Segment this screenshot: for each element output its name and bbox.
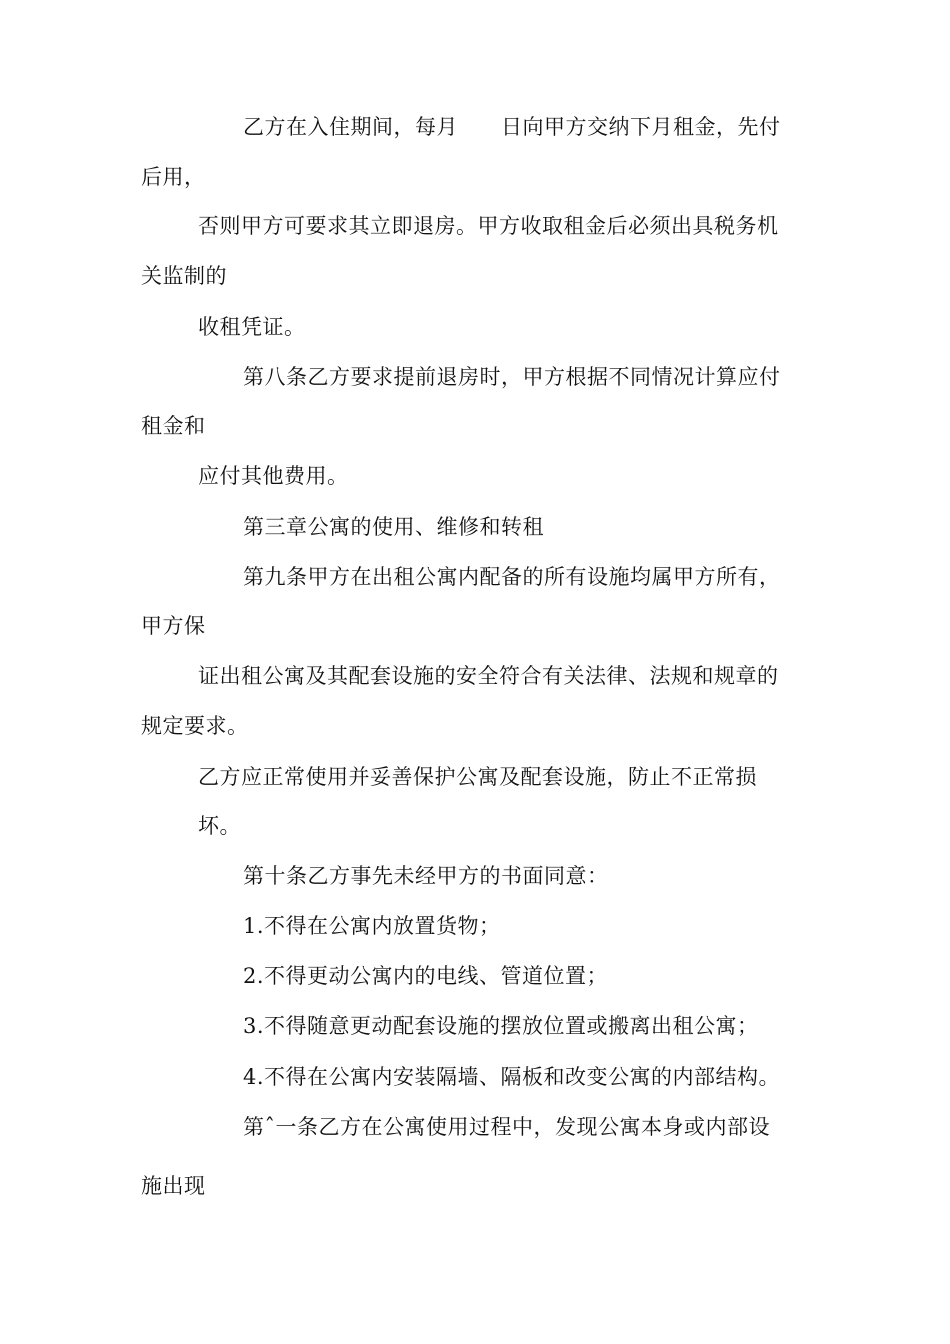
text-line: 坏。 <box>198 814 241 838</box>
list-item: 3.不得随意更动配套设施的摆放位置或搬离出租公寓； <box>243 1014 759 1038</box>
list-item: 4.不得在公寓内安装隔墙、隔板和改变公寓的内部结构。 <box>243 1065 781 1089</box>
text-line: 施出现 <box>141 1174 206 1198</box>
list-item: 1.不得在公寓内放置货物； <box>243 914 501 938</box>
text-line: 关监制的 <box>141 264 227 288</box>
text-line: 甲方保 <box>141 614 206 638</box>
text-line: 证出租公寓及其配套设施的安全符合有关法律、法规和规章的 <box>198 664 779 688</box>
text-line: 第九条甲方在出租公寓内配备的所有设施均属甲方所有， <box>243 565 781 589</box>
text-line: 收租凭证。 <box>198 315 306 339</box>
text-line: 第ˆ一条乙方在公寓使用过程中，发现公寓本身或内部设 <box>243 1115 770 1139</box>
chapter-heading: 第三章公寓的使用、维修和转租 <box>243 515 544 539</box>
text-line: 第八条乙方要求提前退房时，甲方根据不同情况计算应付 <box>243 365 781 389</box>
text-line: 第十条乙方事先未经甲方的书面同意： <box>243 864 609 888</box>
list-item: 2.不得更动公寓内的电线、管道位置； <box>243 964 609 988</box>
text-line: 否则甲方可要求其立即退房。甲方收取租金后必须出具税务机 <box>198 214 779 238</box>
text-line: 乙方在入住期间，每月 日向甲方交纳下月租金，先付 <box>243 115 781 139</box>
text-line: 应付其他费用。 <box>198 464 349 488</box>
text-line: 规定要求。 <box>141 714 249 738</box>
text-line: 后用， <box>141 165 206 189</box>
text-line: 租金和 <box>141 414 206 438</box>
text-line: 乙方应正常使用并妥善保护公寓及配套设施，防止不正常损 <box>198 765 757 789</box>
